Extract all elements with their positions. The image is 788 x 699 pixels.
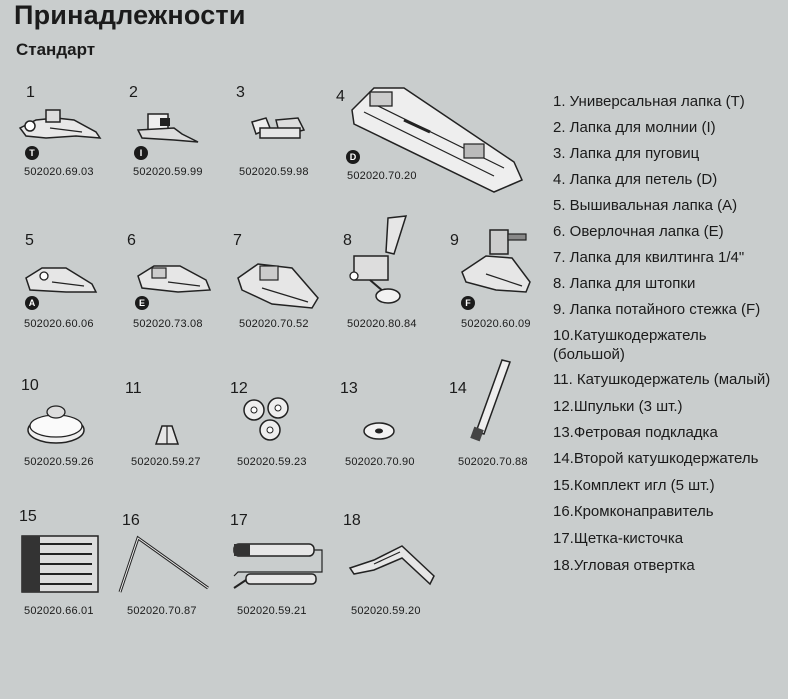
- foot-badge: A: [25, 296, 39, 310]
- item-code: 502020.59.26: [24, 456, 94, 468]
- felt-pad-icon: [362, 420, 396, 442]
- item-number: 9: [450, 232, 459, 249]
- quilting-foot-icon: [232, 258, 322, 312]
- item-code: 502020.73.08: [133, 318, 203, 330]
- item-code: 502020.59.21: [237, 605, 307, 617]
- legend-item: 8. Лапка для штопки: [553, 275, 696, 292]
- item-number: 2: [129, 84, 138, 101]
- item-number: 8: [343, 232, 352, 249]
- item-number: 1: [26, 84, 35, 101]
- legend-item: 13.Фетровая подкладка: [553, 424, 718, 441]
- item-number: 6: [127, 232, 136, 249]
- item-code: 502020.60.06: [24, 318, 94, 330]
- item-number: 12: [230, 380, 248, 397]
- overlock-foot-icon: [134, 260, 214, 298]
- foot-badge: T: [25, 146, 39, 160]
- item-code: 502020.70.20: [347, 170, 417, 182]
- legend-item: 15.Комплект игл (5 шт.): [553, 477, 715, 494]
- darning-foot-icon: [344, 212, 416, 308]
- item-number: 15: [19, 508, 37, 525]
- item-number: 3: [236, 84, 245, 101]
- item-code: 502020.70.52: [239, 318, 309, 330]
- foot-badge: E: [135, 296, 149, 310]
- item-code: 502020.70.87: [127, 605, 197, 617]
- foot-badge: F: [461, 296, 475, 310]
- item-code: 502020.60.09: [461, 318, 531, 330]
- item-number: 5: [25, 232, 34, 249]
- legend-item: 3. Лапка для пуговиц: [553, 145, 700, 162]
- item-number: 10: [21, 377, 39, 394]
- edge-guide-icon: [116, 534, 212, 596]
- button-foot-icon: [246, 112, 310, 146]
- item-number: 18: [343, 512, 361, 529]
- item-code: 502020.80.84: [347, 318, 417, 330]
- legend-item: 5. Вышивальная лапка (A): [553, 197, 738, 214]
- blind-stitch-foot-icon: [456, 226, 538, 306]
- item-number: 17: [230, 512, 248, 529]
- item-number: 13: [340, 380, 358, 397]
- legend-item: 4. Лапка для петель (D): [553, 171, 718, 188]
- legend-item: 14.Второй катушкодержатель: [553, 450, 759, 467]
- legend-item: 11. Катушкодержатель (малый): [553, 371, 771, 388]
- item-code: 502020.59.98: [239, 166, 309, 178]
- legend-item: 18.Угловая отвертка: [553, 557, 695, 574]
- page-title: Принадлежности: [14, 0, 246, 30]
- item-number: 4: [336, 88, 345, 105]
- item-code: 502020.59.99: [133, 166, 203, 178]
- legend-item: 7. Лапка для квилтинга 1/4": [553, 249, 745, 266]
- needle-set-icon: [20, 534, 102, 594]
- item-code: 502020.59.20: [351, 605, 421, 617]
- item-number: 11: [125, 380, 142, 397]
- sewing-foot-icon: [16, 106, 106, 148]
- legend-item: 10.Катушкодержатель (большой): [553, 327, 707, 363]
- item-code: 502020.70.90: [345, 456, 415, 468]
- item-number: 16: [122, 512, 140, 529]
- legend-item: 9. Лапка потайного стежка (F): [553, 301, 761, 318]
- spool-holder-small-icon: [154, 424, 180, 446]
- legend-item: 2. Лапка для молнии (I): [553, 119, 716, 136]
- foot-badge: D: [346, 150, 360, 164]
- legend-item: 17.Щетка-кисточка: [553, 530, 684, 547]
- item-code: 502020.70.88: [458, 456, 528, 468]
- spool-pin-icon: [466, 356, 516, 444]
- item-code: 502020.66.01: [24, 605, 94, 617]
- spool-holder-large-icon: [26, 402, 86, 446]
- legend-item: 16.Кромконаправитель: [553, 503, 714, 520]
- embroidery-foot-icon: [22, 262, 100, 298]
- legend-item: 1. Универсальная лапка (T): [553, 93, 745, 110]
- foot-badge: I: [134, 146, 148, 160]
- item-code: 502020.59.27: [131, 456, 201, 468]
- legend-item: 6. Оверлочная лапка (E): [553, 223, 724, 240]
- item-code: 502020.69.03: [24, 166, 94, 178]
- item-number: 14: [449, 380, 467, 397]
- angled-screwdriver-icon: [344, 538, 440, 588]
- section-subtitle: Стандарт: [16, 40, 96, 59]
- item-code: 502020.59.23: [237, 456, 307, 468]
- brush-icon: [226, 536, 326, 594]
- legend-item: 12.Шпульки (3 шт.): [553, 398, 683, 415]
- item-number: 7: [233, 232, 242, 249]
- bobbins-icon: [240, 396, 300, 444]
- zipper-foot-icon: [134, 108, 206, 146]
